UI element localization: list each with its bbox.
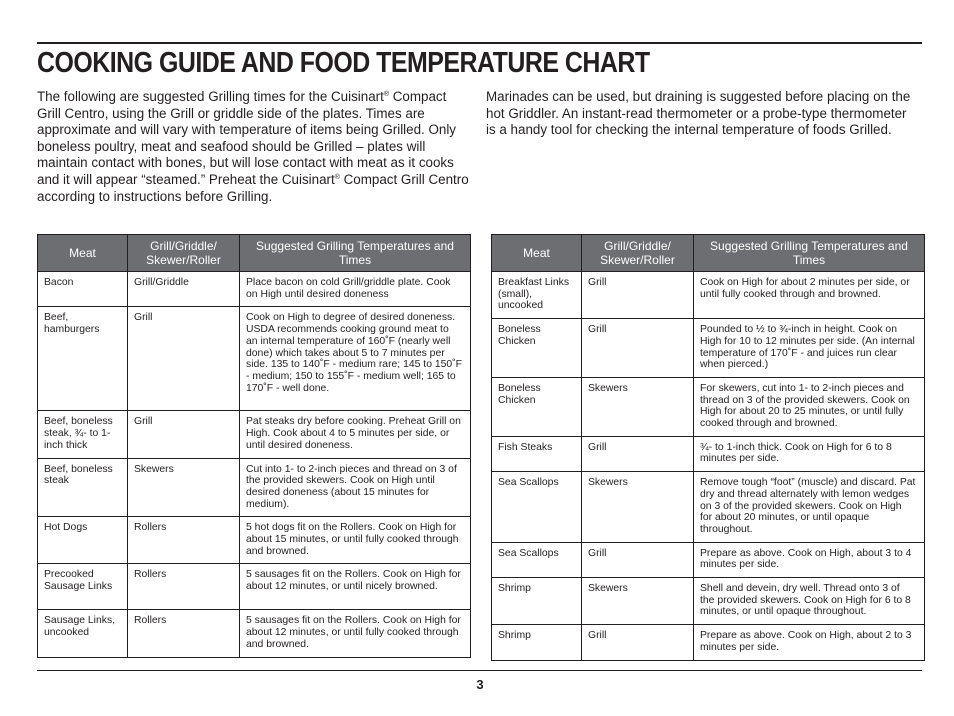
cell-meat: Shrimp xyxy=(492,578,582,625)
cell-method: Rollers xyxy=(128,517,240,564)
cell-method: Skewers xyxy=(582,578,694,625)
cell-temps: Place bacon on cold Grill/griddle plate. Cook on High until desired doneness xyxy=(240,272,471,307)
bottom-rule xyxy=(37,670,922,671)
table-row xyxy=(492,625,925,660)
cell-temps: Prepare as above. Cook on High, about 2 to 3 minutes per side. xyxy=(694,625,925,660)
intro-text: The following are suggested Grilling times for the Cuisinart xyxy=(37,89,384,104)
cell-temps: Cook on High to degree of desired doneness. USDA recommends cooking ground meat to an internal temperature of 160˚F (nearly well done) which takes about 5 to 7 minutes per side. 135 to 140˚F - medium rare; 145 to 150˚F - medium; 150 to 155˚F - medium well; 165 to 170˚F - well done. xyxy=(240,307,471,411)
page-title: COOKING GUIDE AND FOOD TEMPERATURE CHART xyxy=(37,47,650,79)
cell-method: Rollers xyxy=(128,610,240,657)
header-meat: Meat xyxy=(492,235,582,272)
table-row xyxy=(38,610,471,657)
header-temps: Suggested Grilling Temperatures and Times xyxy=(694,235,925,272)
table-row xyxy=(38,411,471,458)
registered-mark: ® xyxy=(383,91,390,98)
header-temps: Suggested Grilling Temperatures and Times xyxy=(240,235,471,272)
cell-method: Grill xyxy=(128,307,240,411)
cell-meat: Shrimp xyxy=(492,625,582,660)
cell-meat: Boneless Chicken xyxy=(492,319,582,378)
cell-method: Skewers xyxy=(128,458,240,517)
cooking-table-left xyxy=(37,234,471,658)
intro-paragraph-left xyxy=(37,89,469,205)
cell-temps: Cut into 1- to 2-inch pieces and thread on 3 of the provided skewers. Cook on High until desired doneness (about 15 minutes for medium). xyxy=(240,458,471,517)
cell-temps: Shell and devein, dry well. Thread onto 3 of the provided skewers. Cook on High for 6 to 8 minutes, or until opaque throughout. xyxy=(694,578,925,625)
cell-temps: Prepare as above. Cook on High, about 3 to 4 minutes per side. xyxy=(694,542,925,577)
cell-temps: 5 hot dogs fit on the Rollers. Cook on High for about 15 minutes, or until fully cooked through and browned. xyxy=(240,517,471,564)
cell-meat: Beef, boneless steak xyxy=(38,458,128,517)
cell-meat: Breakfast Links (small), uncooked xyxy=(492,272,582,319)
table-row xyxy=(38,272,471,307)
table-row xyxy=(492,272,925,319)
intro-text: Compact Grill Centro according to instructions before Grilling. xyxy=(37,171,469,204)
cell-meat: Fish Steaks xyxy=(492,436,582,471)
cell-meat: Boneless Chicken xyxy=(492,377,582,436)
cell-meat: Sea Scallops xyxy=(492,472,582,543)
top-rule xyxy=(37,42,922,44)
cell-method: Rollers xyxy=(128,564,240,610)
cell-meat: Hot Dogs xyxy=(38,517,128,564)
cell-temps: Cook on High for about 2 minutes per side, or until fully cooked through and browned. xyxy=(694,272,925,319)
table-row xyxy=(492,578,925,625)
table-row xyxy=(492,436,925,471)
cell-temps: 5 sausages fit on the Rollers. Cook on High for about 12 minutes, or until nicely browned. xyxy=(240,564,471,610)
cell-method: Skewers xyxy=(582,377,694,436)
cell-temps: Pounded to ½ to ¾-inch in height. Cook on High for 10 to 12 minutes per side. (An internal temperature of 170˚F - and juices run clear when pierced.) xyxy=(694,319,925,378)
header-method: Grill/Griddle/ Skewer/Roller xyxy=(582,235,694,272)
cell-meat: Beef, boneless steak, ¾- to 1-inch thick xyxy=(38,411,128,458)
cell-meat: Sea Scallops xyxy=(492,542,582,577)
table-row xyxy=(38,458,471,517)
cell-method: Grill xyxy=(582,625,694,660)
cooking-table-right xyxy=(491,234,925,661)
table-header-row xyxy=(492,235,925,272)
intro-paragraph-right: Marinades can be used, but draining is suggested before placing on the hot Griddler. An instant-read thermometer or a probe-type thermometer is a handy tool for checking the internal temperature of foods Grilled. xyxy=(486,89,911,138)
cell-method: Grill xyxy=(582,542,694,577)
registered-mark: ® xyxy=(334,173,340,181)
cell-method: Skewers xyxy=(582,472,694,543)
table-row xyxy=(38,307,471,411)
cell-method: Grill xyxy=(582,436,694,471)
table-row xyxy=(38,517,471,564)
cell-temps: Remove tough “foot” (muscle) and discard. Pat dry and thread alternately with lemon wedges on 3 of the provided skewers. Cook on High for about 20 minutes, or until opaque throughout. xyxy=(694,472,925,543)
cell-temps: 5 sausages fit on the Rollers. Cook on High for about 12 minutes, or until fully cooked through and browned. xyxy=(240,610,471,657)
cell-temps: For skewers, cut into 1- to 2-inch pieces and thread on 3 of the provided skewers. Cook on High for about 20 to 25 minutes, or until fully cooked through and browned. xyxy=(694,377,925,436)
cell-method: Grill xyxy=(582,272,694,319)
page-number: 3 xyxy=(476,677,484,692)
cell-method: Grill xyxy=(582,319,694,378)
header-meat: Meat xyxy=(38,235,128,272)
cell-meat: Sausage Links, uncooked xyxy=(38,610,128,657)
table-row xyxy=(492,472,925,543)
cell-temps: ¾- to 1-inch thick. Cook on High for 6 to 8 minutes per side. xyxy=(694,436,925,471)
table-row xyxy=(492,377,925,436)
cell-temps: Pat steaks dry before cooking. Preheat Grill on High. Cook about 4 to 5 minutes per side, or until desired doneness. xyxy=(240,411,471,458)
table-row xyxy=(38,564,471,610)
cell-method: Grill xyxy=(128,411,240,458)
cell-meat: Beef, hamburgers xyxy=(38,307,128,411)
cell-method: Grill/Griddle xyxy=(128,272,240,307)
header-method: Grill/Griddle/ Skewer/Roller xyxy=(128,235,240,272)
table-row xyxy=(492,542,925,577)
cell-meat: Bacon xyxy=(38,272,128,307)
table-row xyxy=(492,319,925,378)
table-header-row xyxy=(38,235,471,272)
cell-meat: Precooked Sausage Links xyxy=(38,564,128,610)
intro-text: Compact Grill Centro, using the Grill or griddle side of the plates. Times are approximate and will vary with temperature of items being Grilled. Only boneless poultry, meat and seafood should be Grilled – plates will maintain contact with bones, but will lose contact with meat as it cooks and it will appear “steamed.” Preheat the Cuisinart xyxy=(37,89,457,187)
